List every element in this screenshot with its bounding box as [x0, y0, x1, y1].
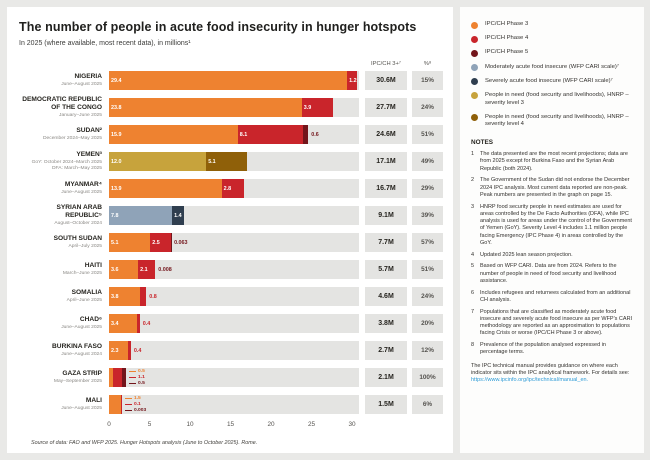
segment-value: 0.003: [133, 408, 147, 413]
pct-badge: 29%: [412, 179, 443, 198]
legend-swatch-phase5-icon: [471, 50, 478, 57]
country-name: YEMEN³: [76, 151, 102, 159]
legend-item: [471, 21, 633, 29]
callout-line: [125, 402, 146, 407]
bar-segment-phase4: [347, 71, 357, 90]
note-text: Updated 2025 lean season projection.: [480, 251, 573, 258]
legend-swatch-hnrp4-icon: [471, 114, 478, 121]
chart-row: [17, 175, 445, 202]
country-label: [17, 96, 109, 118]
country-name: SYRIAN ARAB REPUBLIC⁵: [56, 204, 102, 219]
segment-value: 23.8: [111, 104, 122, 111]
bar-segment-phase4: [302, 98, 334, 117]
segment-value: 1.5: [133, 396, 141, 401]
total-badge: 2.1M: [365, 368, 407, 387]
total-badge: 7.7M: [365, 233, 407, 252]
segment-value: 0.063: [174, 239, 188, 246]
period-label: December 2024–May 2025: [43, 135, 102, 141]
total-badge: 9.1M: [365, 206, 407, 225]
legend-swatch-phase3-icon: [471, 22, 478, 29]
pct-badge: 39%: [412, 206, 443, 225]
segment-value: 2.5: [152, 239, 160, 246]
country-label: [17, 343, 109, 358]
segment-value: 7.8: [111, 212, 119, 219]
leader-line: [129, 377, 136, 378]
x-axis-tick: 25: [307, 421, 316, 428]
note-item: [471, 263, 633, 285]
chart-row: [17, 121, 445, 148]
leader-line: [129, 383, 136, 384]
total-badge: 5.7M: [365, 260, 407, 279]
chart-row: [17, 94, 445, 121]
x-axis-tick: 15: [226, 421, 235, 428]
pct-badge: 20%: [412, 314, 443, 333]
note-text: Includes refugees and returnees calculated from an additional CH analysis.: [480, 289, 631, 303]
legend: [471, 21, 633, 129]
note-number: 4: [471, 251, 475, 258]
note-item: [471, 177, 633, 199]
country-label: [17, 181, 109, 196]
pct-badge: 57%: [412, 233, 443, 252]
segment-value: 29.4: [111, 77, 122, 84]
bar-segment-phase4: [150, 233, 170, 252]
country-name: MYANMAR⁴: [64, 181, 102, 189]
callout-line: [129, 375, 145, 380]
legend-label: IPC/CH Phase 5: [485, 49, 529, 56]
segment-value: 3.4: [111, 320, 119, 327]
page-title: The number of people in acute food insecurity in hunger hotspots: [19, 20, 417, 34]
segment-value: 8.1: [239, 131, 248, 138]
legend-label: Severely acute food insecure (WFP CARI scale)⁷: [485, 77, 613, 84]
chart-row: [17, 310, 445, 337]
bar-track: [109, 395, 359, 414]
leader-line: [125, 404, 132, 405]
country-label: [17, 127, 109, 142]
period-label: June–August 2024: [61, 351, 102, 357]
x-axis: [109, 421, 359, 433]
legend-label: IPC/CH Phase 4: [485, 35, 529, 42]
note-number: 8: [471, 342, 475, 349]
callout-line: [129, 381, 145, 386]
country-label: [17, 262, 109, 277]
segment-value: 2.8: [223, 185, 232, 192]
note-item: [471, 309, 633, 338]
segment-value: 3.6: [111, 266, 119, 273]
bar-segment-phase4: [222, 179, 245, 198]
bar-track: [109, 233, 359, 252]
period-label: August–October 2024: [54, 220, 102, 226]
country-label: [17, 204, 109, 226]
total-badge: 27.7M: [365, 98, 407, 117]
bar-segment-cari_moderate: [109, 206, 172, 225]
legend-item: [471, 64, 633, 72]
x-axis-tick: 20: [267, 421, 275, 428]
bar-track: [109, 152, 359, 171]
total-badge: 1.5M: [365, 395, 407, 414]
bar-track: [109, 179, 359, 198]
notes-list: [471, 151, 633, 357]
segment-value: 0.5: [138, 369, 145, 374]
note-number: 3: [471, 203, 475, 210]
x-axis-tick: 0: [107, 421, 111, 428]
legend-label: People in need (food security and livelihoods), HNRP – severity level 3: [485, 91, 629, 106]
column-header-ipc: IPC/CH 3+⁷: [371, 61, 401, 67]
period-label: June–August 2025: [61, 405, 102, 411]
country-name: SUDAN²: [76, 127, 102, 135]
country-name: NIGERIA: [74, 73, 102, 81]
segment-value: 0.8: [149, 293, 157, 300]
bar-segment-phase3: [109, 287, 140, 306]
segment-value: 0.6: [311, 131, 319, 138]
note-item: [471, 342, 633, 357]
pct-badge: 100%: [412, 368, 443, 387]
country-name: SOUTH SUDAN: [53, 235, 102, 243]
country-label: [17, 235, 109, 250]
period-label: June–August 2025: [61, 81, 102, 87]
pct-badge: 6%: [412, 395, 443, 414]
source-note: Source of data: FAO and WFP 2025. Hunger Hotspots analysis (June to October 2025). Rome.: [31, 440, 258, 446]
total-badge: 4.6M: [365, 287, 407, 306]
note-item: [471, 290, 633, 305]
callout-line: [125, 396, 146, 401]
legend-swatch-cari_severe-icon: [471, 78, 478, 85]
pct-badge: 24%: [412, 98, 443, 117]
country-name: HAITI: [84, 262, 102, 270]
note-text: The data presented are the most recent projections; data are from 2025 except for Burkina Faso and the Syrian Arab Republic (both 2024).: [480, 151, 628, 172]
period-label: March–June 2025: [62, 270, 102, 276]
total-badge: 16.7M: [365, 179, 407, 198]
chart-panel: [7, 7, 453, 453]
note-number: 5: [471, 263, 475, 270]
bar-segment-phase4: [137, 314, 140, 333]
segment-value: 0.4: [133, 347, 142, 354]
bar-segment-hnrp4: [206, 152, 247, 171]
column-header-pct: %⁸: [423, 61, 432, 67]
bar-track: [109, 341, 359, 360]
page-subtitle: In 2025 (where available, most recent data), in millions¹: [19, 40, 191, 47]
bar-segment-phase4: [140, 287, 146, 306]
column-headers: [17, 56, 445, 67]
chart-row: [17, 283, 445, 310]
country-label: [17, 370, 109, 385]
bar-segment-phase5: [303, 125, 308, 144]
notes-heading: NOTES: [471, 139, 494, 147]
legend-notes-panel: [460, 7, 644, 453]
callout-line: [125, 408, 146, 413]
bar-segment-phase3: [109, 233, 150, 252]
legend-swatch-phase4-icon: [471, 36, 478, 43]
segment-value: 0.1: [133, 402, 141, 407]
pct-badge: 24%: [412, 287, 443, 306]
total-badge: 30.6M: [365, 71, 407, 90]
note-item: [471, 151, 633, 173]
x-axis-tick: 5: [147, 421, 152, 428]
bar-track: [109, 206, 359, 225]
period-label: January–June 2025: [59, 112, 102, 118]
note-number: 6: [471, 289, 475, 296]
x-axis-tick: 30: [348, 421, 356, 428]
country-name: CHAD⁶: [79, 316, 102, 324]
bar-segment-phase3: [109, 71, 347, 90]
bar-segment-phase5: [171, 233, 172, 252]
callout-labels: [129, 368, 145, 387]
country-name: GAZA STRIP: [62, 370, 102, 378]
total-badge: 24.6M: [365, 125, 407, 144]
bar-track: [109, 98, 359, 117]
legend-item: [471, 49, 633, 57]
bar-segment-phase3: [109, 98, 302, 117]
note-text: The Government of the Sudan did not endorse the December 2024 IPC analysis. Most current data reported are non-peak. Peak numbers are presented in the graph on page 15.: [480, 177, 630, 198]
note-number: 2: [471, 177, 475, 184]
country-name: BURKINA FASO: [52, 343, 102, 351]
chart-row: [17, 202, 445, 229]
segment-value: 3.8: [111, 293, 119, 300]
segment-value: 1.2: [349, 77, 357, 84]
bar-segment-phase3: [109, 314, 137, 333]
pct-badge: 15%: [412, 71, 443, 90]
period-label: June–August 2025: [61, 324, 102, 330]
notes-footer: [471, 363, 633, 385]
bar-segment-hnrp3: [109, 152, 206, 171]
segment-value: 2.1: [140, 266, 148, 273]
total-badge: 2.7M: [365, 341, 407, 360]
country-label: [17, 316, 109, 331]
callout-labels: [125, 395, 146, 414]
x-axis-tick: 10: [186, 421, 194, 428]
callout-line: [129, 369, 145, 374]
period-label: May–September 2025: [53, 378, 102, 384]
manual-link[interactable]: https://www.ipcinfo.org/ipc/technical/manual_en.: [471, 377, 589, 384]
legend-item: [471, 92, 633, 107]
period-label: GoY: October 2024–March 2025 DFA: March–May 2025: [31, 159, 102, 171]
bar-segment-phase4: [138, 260, 155, 279]
country-label: [17, 151, 109, 172]
pct-badge: 49%: [412, 152, 443, 171]
period-label: April–July 2025: [68, 243, 102, 249]
pct-badge: 51%: [412, 260, 443, 279]
bar-segment-phase3: [109, 341, 128, 360]
legend-label: Moderately acute food insecure (WFP CARI scale)⁷: [485, 63, 619, 70]
bar-track: [109, 71, 359, 90]
note-text: HNRP food security people in need estimates are used for areas controlled by the De Facto Authorities (DFA), while IPC analysis is used for areas under the control of the Government of Yemen (GoY). Severity Level 4 includes 1.1 million people facing Emergency (IPC Phase 4) in areas controlled by the GoY.: [480, 203, 632, 246]
legend-item: [471, 114, 633, 129]
note-number: 7: [471, 308, 475, 315]
chart-row: [17, 148, 445, 175]
note-item: [471, 204, 633, 248]
legend-swatch-cari_moderate-icon: [471, 64, 478, 71]
leader-line: [129, 371, 136, 372]
chart-row: [17, 67, 445, 94]
legend-item: [471, 78, 633, 86]
bar-chart: [17, 56, 445, 433]
note-text: Based on WFP CARI. Data are from 2024. Refers to the number of people in need of food security and livelihood assistance.: [480, 263, 617, 284]
legend-label: People in need (food security and livelihoods), HNRP – severity level 4: [485, 113, 629, 128]
bar-segment-cari_severe: [172, 206, 183, 225]
segment-value: 0.5: [138, 381, 145, 386]
bar-track: [109, 287, 359, 306]
bar-segment-phase4: [238, 125, 304, 144]
segment-value: 5.1: [111, 239, 119, 246]
chart-row: [17, 391, 445, 418]
country-name: DEMOCRATIC REPUBLIC OF THE CONGO: [22, 96, 102, 111]
bar-segment-phase4: [113, 368, 122, 387]
pct-badge: 51%: [412, 125, 443, 144]
pct-badge: 12%: [412, 341, 443, 360]
legend-label: IPC/CH Phase 3: [485, 21, 529, 27]
country-label: [17, 73, 109, 88]
note-text: Populations that are classified as moderately acute food insecure and severely acute food insecure as per WFP's CARI methodology are reported as an approximation to populations facing Crisis or worse (IPC/CH Phase 3 or above).: [480, 308, 633, 337]
total-badge: 3.8M: [365, 314, 407, 333]
bar-track: [109, 125, 359, 144]
note-item: [471, 252, 633, 259]
bar-track: [109, 260, 359, 279]
bar-segment-phase3: [109, 395, 121, 414]
segment-value: 5.1: [208, 158, 216, 165]
bar-segment-phase3: [109, 179, 222, 198]
segment-value: 0.008: [158, 266, 172, 273]
country-label: [17, 289, 109, 304]
leader-line: [125, 398, 132, 399]
segment-value: 3.9: [303, 104, 312, 111]
legend-swatch-hnrp3-icon: [471, 92, 478, 99]
period-label: April–June 2025: [66, 297, 102, 303]
chart-rows: [17, 67, 445, 418]
bar-track: [109, 314, 359, 333]
segment-value: 1.1: [138, 375, 145, 380]
bar-segment-phase4: [128, 341, 131, 360]
bar-segment-phase3: [109, 125, 238, 144]
bar-segment-phase5: [122, 368, 126, 387]
segment-value: 15.9: [111, 131, 122, 138]
chart-row: [17, 364, 445, 391]
period-label: June–August 2025: [61, 189, 102, 195]
country-name: MALI: [85, 397, 102, 405]
bar-track: [109, 368, 359, 387]
legend-item: [471, 35, 633, 43]
country-label: [17, 397, 109, 412]
note-text: Prevalence of the population analysed expressed in percentage terms.: [480, 342, 606, 356]
leader-line: [125, 410, 132, 411]
segment-value: 2.3: [111, 347, 119, 354]
segment-value: 1.4: [174, 212, 182, 219]
segment-value: 13.9: [111, 185, 122, 192]
segment-value: 12.0: [111, 158, 122, 165]
country-name: SOMALIA: [71, 289, 102, 297]
chart-row: [17, 256, 445, 283]
note-number: 1: [471, 151, 475, 158]
chart-row: [17, 337, 445, 364]
total-badge: 17.1M: [365, 152, 407, 171]
notes-footer-text: The IPC technical manual provides guidance on where each indicator sits within the IPC analytical framework. For details see:: [471, 362, 630, 376]
segment-value: 0.4: [142, 320, 151, 327]
chart-row: [17, 229, 445, 256]
bar-segment-phase3: [109, 260, 138, 279]
